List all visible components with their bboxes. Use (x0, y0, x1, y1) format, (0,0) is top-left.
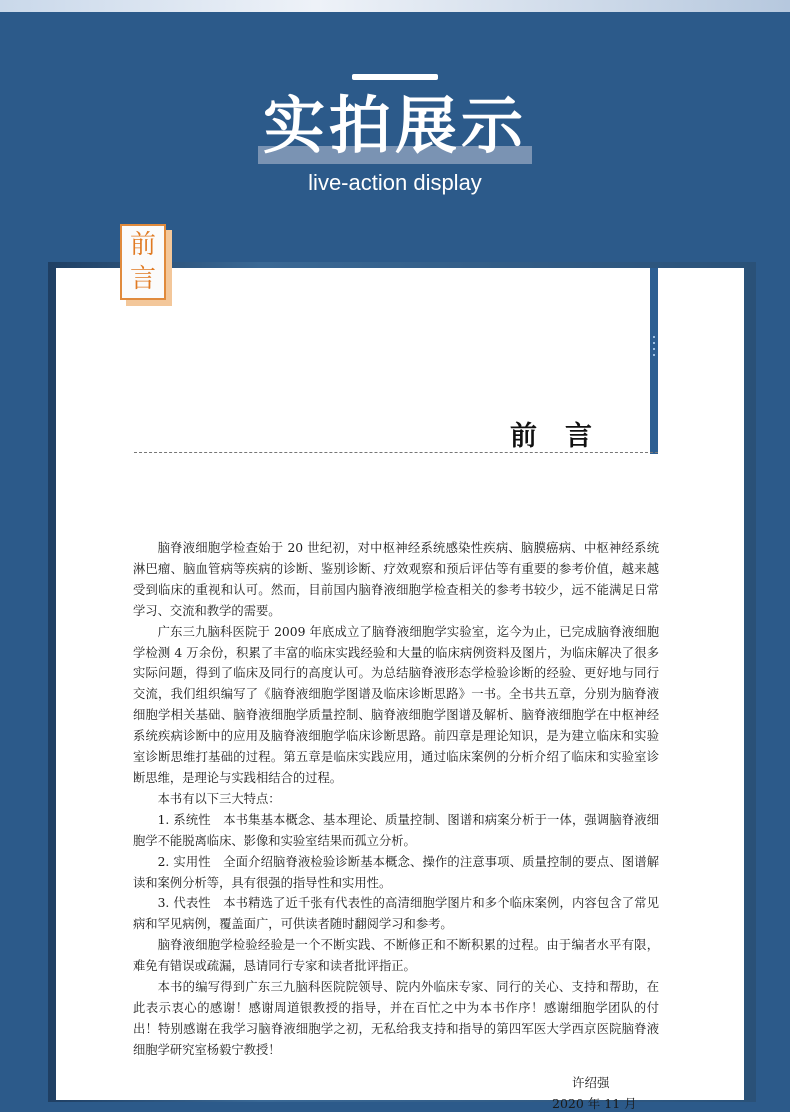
tab-char-2: 言 (129, 264, 156, 294)
dotted-divider (134, 452, 658, 453)
tab-char-1: 前 (129, 230, 156, 260)
accent-dot (653, 348, 655, 350)
paragraph: 脑脊液细胞学检验经验是一个不断实践、不断修正和不断积累的过程。由于编者水平有限，难免有错误或疏漏，恳请同行专家和读者批评指正。 (133, 938, 659, 974)
paragraph: 广东三九脑科医院于 2009 年底成立了脑脊液细胞学实验室，迄今为止，已完成脑脊液细胞学检测 4 万余份，积累了丰富的临床实践经验和大量的临床病例资料及图片，为临床解决了很多实际问题，得到了临床及同行的高度认可。为总结脑脊液形态学检验诊断的经验、更好地与同行交流，我们组织编写了《脑脊液细胞学图谱及临床诊断思路》一书。全书共五章，分别为脑脊液细胞学相关基础、脑脊液细胞学质量控制、脑脊液细胞学图谱及解析、脑脊液细胞学在中枢神经系统疾病诊断中的应用及脑脊液细胞学临床诊断思路。前四章是理论知识，是为建立临床和实验室诊断思维打基础的过程。第五章是临床实践应用，通过临床案例的分析介绍了临床和实验室诊断思维，是理论与实践相结合的过程。 (133, 624, 659, 785)
paragraph: 3. 代表性 本书精选了近千张有代表性的高清细胞学图片和多个临床案例，内容包含了常见病和罕见病例，覆盖面广，可供读者随时翻阅学习和参考。 (133, 896, 659, 932)
page-accent-bar (650, 268, 658, 454)
preface-body (133, 538, 659, 1061)
header-decorative-dash (352, 74, 438, 80)
accent-dot (653, 354, 655, 356)
header-title: 实拍展示 (262, 89, 527, 162)
paragraph: 脑脊液细胞学检查始于 20 世纪初，对中枢神经系统感染性疾病、脑膜癌病、中枢神经系统淋巴瘤、脑血管病等疾病的诊断、鉴别诊断、疗效观察和预后评估等有重要的参考价值，越来越受到临床的重视和认可。然而，目前国内脑脊液细胞学检查相关的参考书较少，远不能满足日常学习、交流和教学的需要。 (133, 541, 659, 618)
paragraph: 本书的编写得到广东三九脑科医院院领导、院内外临床专家、同行的关心、支持和帮助，在此表示衷心的感谢！感谢周道银教授的指导，并在百忙之中为本书作序！感谢细胞学团队的付出！特别感谢在我学习脑脊液细胞学之初，无私给我支持和指导的第四军医大学西京医院脑脊液细胞学研究室杨毅宁教授！ (133, 980, 659, 1057)
preface-heading: 前言 (510, 421, 620, 452)
header-subtitle: live-action display (308, 170, 482, 195)
top-photo-strip (0, 0, 790, 12)
paragraph: 1. 系统性 本书集基本概念、基本理论、质量控制、图谱和病案分析于一体，强调脑脊液细胞学不能脱离临床、影像和实验室结果而孤立分析。 (133, 812, 659, 848)
preface-tab (120, 224, 166, 300)
paragraph: 2. 实用性 全面介绍脑脊液检验诊断基本概念、操作的注意事项、质量控制的要点、图谱解读和案例分析等，具有很强的指导性和实用性。 (133, 854, 659, 890)
accent-dot (653, 336, 655, 338)
accent-dot (653, 342, 655, 344)
paragraph: 本书有以下三大特点： (157, 791, 281, 806)
author-signature: 许绍强 (572, 1075, 610, 1090)
date-line: 2020 年 11 月 (552, 1096, 637, 1111)
